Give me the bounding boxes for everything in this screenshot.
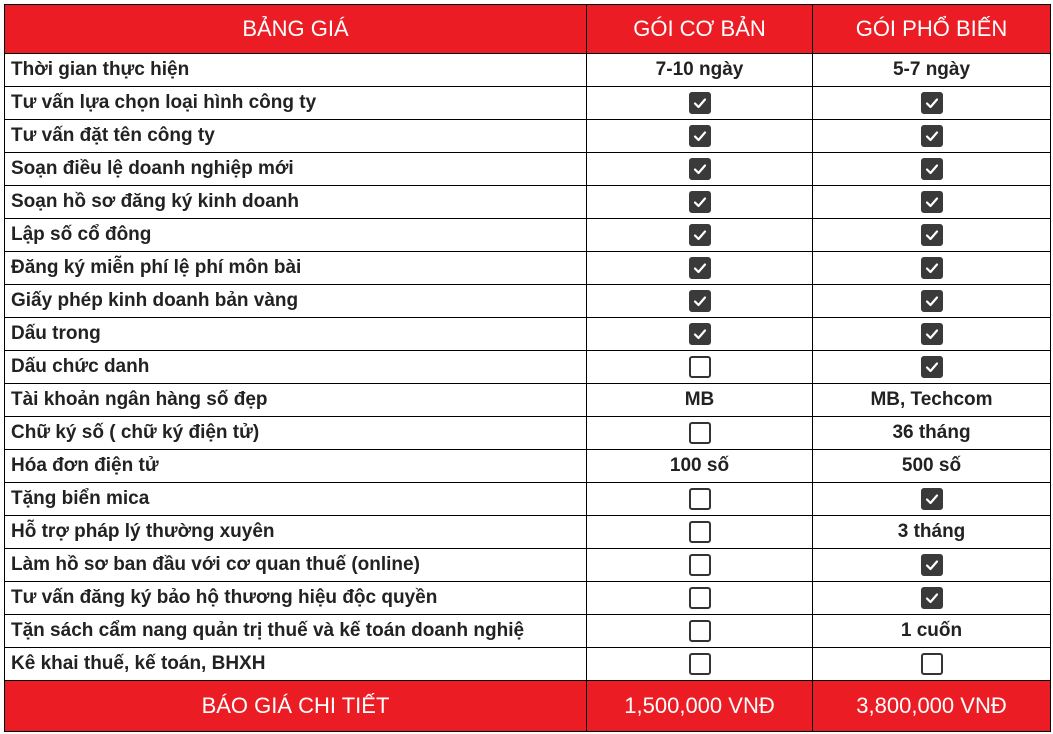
unchecked-box-icon[interactable]	[689, 356, 711, 378]
table-row	[5, 252, 1051, 285]
table-row	[5, 582, 1051, 615]
cell-popular	[813, 87, 1051, 120]
unchecked-box-icon[interactable]	[689, 422, 711, 444]
table-row	[5, 153, 1051, 186]
feature-label: Tư vấn lựa chọn loại hình công ty	[5, 87, 587, 120]
table-row	[5, 87, 1051, 120]
feature-label: Soạn hồ sơ đăng ký kinh doanh	[5, 186, 587, 219]
table-row	[5, 417, 1051, 450]
unchecked-box-icon[interactable]	[689, 488, 711, 510]
feature-label: Tặng biển mica	[5, 483, 587, 516]
checked-box-icon[interactable]	[921, 488, 943, 510]
cell-basic	[587, 417, 813, 450]
checked-box-icon[interactable]	[921, 191, 943, 213]
cell-basic: 100 số	[587, 450, 813, 483]
cell-popular: 1 cuốn	[813, 615, 1051, 648]
checked-box-icon[interactable]	[689, 92, 711, 114]
cell-basic	[587, 285, 813, 318]
cell-popular: 3 tháng	[813, 516, 1051, 549]
unchecked-box-icon[interactable]	[689, 620, 711, 642]
cell-basic: MB	[587, 384, 813, 417]
checked-box-icon[interactable]	[689, 323, 711, 345]
cell-basic	[587, 516, 813, 549]
cell-basic	[587, 483, 813, 516]
table-row	[5, 120, 1051, 153]
checked-box-icon[interactable]	[921, 158, 943, 180]
cell-basic	[587, 120, 813, 153]
pricing-table	[4, 4, 1051, 732]
feature-label: Lập số cổ đông	[5, 219, 587, 252]
feature-label: Tặn sách cẩm nang quản trị thuế và kế toán doanh nghiệ	[5, 615, 587, 648]
unchecked-box-icon[interactable]	[689, 587, 711, 609]
checked-box-icon[interactable]	[689, 224, 711, 246]
table-row	[5, 219, 1051, 252]
feature-label: Chữ ký số ( chữ ký điện tử)	[5, 417, 587, 450]
cell-popular	[813, 648, 1051, 681]
table-row	[5, 186, 1051, 219]
footer-row	[5, 681, 1051, 732]
table-row	[5, 483, 1051, 516]
cell-popular	[813, 285, 1051, 318]
table-row	[5, 351, 1051, 384]
cell-basic	[587, 582, 813, 615]
checked-box-icon[interactable]	[921, 290, 943, 312]
cell-basic	[587, 252, 813, 285]
cell-popular	[813, 351, 1051, 384]
cell-popular: 5-7 ngày	[813, 54, 1051, 87]
cell-basic	[587, 549, 813, 582]
cell-basic	[587, 153, 813, 186]
checked-box-icon[interactable]	[921, 125, 943, 147]
header-title: BẢNG GIÁ	[5, 5, 587, 54]
checked-box-icon[interactable]	[921, 224, 943, 246]
cell-popular: 500 số	[813, 450, 1051, 483]
feature-label: Soạn điều lệ doanh nghiệp mới	[5, 153, 587, 186]
header-plan-basic: GÓI CƠ BẢN	[587, 5, 813, 54]
cell-basic	[587, 648, 813, 681]
unchecked-box-icon[interactable]	[689, 521, 711, 543]
table-row	[5, 648, 1051, 681]
footer-label[interactable]: BÁO GIÁ CHI TIẾT	[5, 681, 587, 732]
feature-label: Đăng ký miễn phí lệ phí môn bài	[5, 252, 587, 285]
cell-basic	[587, 186, 813, 219]
header-row	[5, 5, 1051, 54]
cell-basic: 7-10 ngày	[587, 54, 813, 87]
unchecked-box-icon[interactable]	[689, 554, 711, 576]
feature-label: Thời gian thực hiện	[5, 54, 587, 87]
cell-popular: MB, Techcom	[813, 384, 1051, 417]
feature-label: Làm hồ sơ ban đầu với cơ quan thuế (online)	[5, 549, 587, 582]
cell-popular: 36 tháng	[813, 417, 1051, 450]
cell-popular	[813, 318, 1051, 351]
cell-basic	[587, 615, 813, 648]
cell-basic	[587, 219, 813, 252]
header-plan-popular: GÓI PHỔ BIẾN	[813, 5, 1051, 54]
cell-basic	[587, 318, 813, 351]
table-row	[5, 549, 1051, 582]
table-row	[5, 450, 1051, 483]
feature-label: Tư vấn đăng ký bảo hộ thương hiệu độc quyền	[5, 582, 587, 615]
cell-popular	[813, 252, 1051, 285]
feature-label: Kê khai thuế, kế toán, BHXH	[5, 648, 587, 681]
checked-box-icon[interactable]	[921, 92, 943, 114]
cell-popular	[813, 186, 1051, 219]
feature-label: Giấy phép kinh doanh bản vàng	[5, 285, 587, 318]
checked-box-icon[interactable]	[921, 554, 943, 576]
table-row	[5, 615, 1051, 648]
footer-price-basic: 1,500,000 VNĐ	[587, 681, 813, 732]
table-row	[5, 318, 1051, 351]
checked-box-icon[interactable]	[921, 257, 943, 279]
checked-box-icon[interactable]	[689, 191, 711, 213]
feature-label: Tài khoản ngân hàng số đẹp	[5, 384, 587, 417]
cell-popular	[813, 582, 1051, 615]
cell-basic	[587, 351, 813, 384]
checked-box-icon[interactable]	[689, 125, 711, 147]
table-row	[5, 285, 1051, 318]
unchecked-box-icon[interactable]	[921, 653, 943, 675]
cell-popular	[813, 483, 1051, 516]
feature-label: Tư vấn đặt tên công ty	[5, 120, 587, 153]
feature-label: Dấu trong	[5, 318, 587, 351]
cell-popular	[813, 120, 1051, 153]
checked-box-icon[interactable]	[689, 257, 711, 279]
checked-box-icon[interactable]	[921, 356, 943, 378]
feature-label: Hỗ trợ pháp lý thường xuyên	[5, 516, 587, 549]
table-row	[5, 54, 1051, 87]
cell-popular	[813, 219, 1051, 252]
cell-basic	[587, 87, 813, 120]
checked-box-icon[interactable]	[921, 323, 943, 345]
checked-box-icon[interactable]	[689, 158, 711, 180]
table-row	[5, 516, 1051, 549]
table-row	[5, 384, 1051, 417]
cell-popular	[813, 153, 1051, 186]
cell-popular	[813, 549, 1051, 582]
unchecked-box-icon[interactable]	[689, 653, 711, 675]
feature-label: Hóa đơn điện tử	[5, 450, 587, 483]
footer-price-popular: 3,800,000 VNĐ	[813, 681, 1051, 732]
checked-box-icon[interactable]	[689, 290, 711, 312]
checked-box-icon[interactable]	[921, 587, 943, 609]
feature-label: Dấu chức danh	[5, 351, 587, 384]
